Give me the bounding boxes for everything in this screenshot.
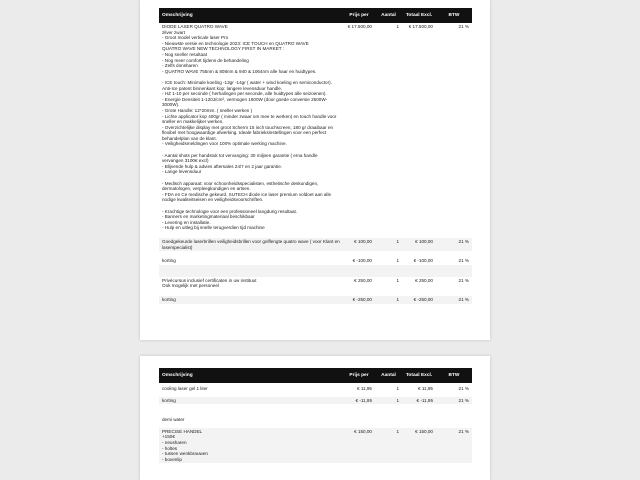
line-item-row bbox=[159, 385, 472, 393]
invoice-table bbox=[159, 368, 472, 463]
description-line: - Energie Densiteit 1-120J/cm², vermogen 1600W (door goede conversie 2500W-3000W). bbox=[162, 96, 328, 108]
item-vat: 21 % bbox=[458, 277, 469, 283]
item-total: € 11,95 bbox=[418, 386, 433, 391]
item-total bbox=[402, 416, 436, 424]
line-item-row bbox=[159, 296, 472, 304]
item-vat: 21 % bbox=[458, 258, 469, 264]
item-total: € 17.500,00 bbox=[408, 24, 433, 29]
line-item-row bbox=[159, 23, 472, 232]
description-line: - Lange levensduur bbox=[162, 169, 202, 175]
description-line: QUATRO WAVE NEW TECHNOLOGY FIRST IN MARKET : bbox=[162, 46, 285, 52]
item-unit-price: € 250,00 bbox=[354, 277, 372, 283]
line-item-row bbox=[159, 277, 472, 290]
description-line: - Nieuwste versie en technologie 2023: ICE TOUCH en QUATRO WAVE bbox=[162, 40, 309, 46]
item-quantity: 1 bbox=[396, 277, 399, 283]
item-vat: 21 % bbox=[436, 296, 472, 304]
description-line: +150€ bbox=[162, 434, 175, 440]
item-quantity: 1 bbox=[396, 24, 399, 29]
item-description bbox=[159, 416, 343, 424]
line-item-row bbox=[159, 416, 472, 424]
description-line: - Nog meer comfort tijdens de behandeling bbox=[162, 57, 249, 63]
table-header-row bbox=[159, 8, 472, 23]
header-quantity: Aantal bbox=[375, 368, 402, 383]
item-vat: 21 % bbox=[436, 397, 472, 405]
item-quantity bbox=[375, 416, 402, 424]
item-description bbox=[159, 23, 343, 232]
description-line: - Aantal shots per handstuk tot vervanging: 30 miljoen garantie ( erna handle vervangen 3100€ excl) bbox=[162, 152, 319, 164]
item-unit-price: € 17.500,00 bbox=[347, 24, 372, 29]
description-line: PRECISE HANDEL bbox=[162, 428, 203, 434]
item-total: € -250,00 bbox=[402, 296, 436, 304]
item-description bbox=[159, 397, 343, 405]
description-line: - Grote Handle: 12*20mm. ( sneller werken ) bbox=[162, 107, 253, 113]
item-vat bbox=[436, 416, 472, 424]
description-line: - Groot model verticale laser Pro bbox=[162, 35, 229, 41]
description-line: - ICE touch: Minimale koeling -13gr -14gr ( water + wind koeling en semiconductor). Anti-Ice patent binnenkant kop: langere levensduur handle. bbox=[162, 79, 333, 91]
description-line: korting bbox=[162, 296, 176, 302]
item-quantity: 1 bbox=[375, 238, 402, 251]
description-line: - Nog sneller resultaat bbox=[162, 51, 207, 57]
header-vat: BTW bbox=[436, 368, 472, 383]
description-line: - tussen wenkbrauwen bbox=[162, 451, 208, 457]
invoice-table bbox=[159, 8, 472, 304]
item-vat: 21 % bbox=[458, 24, 469, 29]
item-description bbox=[159, 296, 343, 304]
item-description bbox=[159, 277, 343, 290]
item-unit-price: € 100,00 bbox=[343, 238, 375, 251]
item-description bbox=[159, 238, 343, 251]
item-description bbox=[159, 428, 343, 464]
description-line: - Hulp en uitleg bij snelle terugverdien tijd machine bbox=[162, 225, 265, 231]
item-total: € 250,00 bbox=[415, 277, 433, 283]
description-line: - Krachtige technologie voor een professioneel langdurig resultaat. bbox=[162, 208, 298, 214]
description-line: demi water bbox=[162, 417, 185, 423]
description-line: - FDA en Ce medische gekeurd. SUTECH diode ice laser premium voldoet aan alle nodige kwaliteitseisen en veiligheidsvoorschriften. bbox=[162, 191, 333, 203]
table-header-row bbox=[159, 368, 472, 383]
description-line: zilver zwart bbox=[162, 29, 185, 35]
item-quantity: 1 bbox=[375, 397, 402, 405]
item-unit-price: € 150,00 bbox=[343, 428, 375, 464]
item-total: € 150,00 bbox=[402, 428, 436, 464]
description-line: - Veiligheidsmeldingen voor 100% optimale werking machine. bbox=[162, 141, 287, 147]
description-line: - Overzichtelijke display met groot Scherm 15 inch touchscreen, 180 gr draaibaar en flexibel met hoogwaardige afwerking. Ideale fabrieksinstellingen voor een perfect behandelplan van de klant. bbox=[162, 124, 335, 141]
description-line: cooling laser gel 1 liter bbox=[162, 386, 208, 391]
description-line: - QUATRO WAVE 755nm & 808nm & 940 & 1064nm alle haar en huidtypes. bbox=[162, 68, 317, 74]
description-line: - Levering en installatie. bbox=[162, 219, 211, 225]
item-unit-price: € -250,00 bbox=[343, 296, 375, 304]
item-quantity: 1 bbox=[396, 386, 399, 391]
header-total: Totaal Excl. bbox=[402, 368, 436, 383]
item-unit-price bbox=[343, 416, 375, 424]
header-vat: BTW bbox=[436, 8, 472, 23]
line-item-row bbox=[159, 428, 472, 464]
invoice-page-1 bbox=[140, 0, 490, 340]
description-line: - Lichte applicator kop 400gr ( minder zwaar om mee te werken) en touch handle voor sneller en makkelijker werken. bbox=[162, 113, 338, 125]
header-unit-price: Prijs per bbox=[343, 368, 375, 383]
description-line: korting bbox=[162, 258, 176, 264]
description-line: Privécursus inclusief certificaten in uw instituut bbox=[162, 277, 257, 283]
item-total: € -11,95 bbox=[402, 397, 436, 405]
header-quantity: Aantal bbox=[375, 8, 402, 23]
description-line: - Banners en marketingmateriaal beschikbaar bbox=[162, 214, 255, 220]
description-line: - Blijvende hulp & advies aftersales 24/7 en 2 jaar garantie. bbox=[162, 163, 283, 169]
item-quantity: 1 bbox=[375, 296, 402, 304]
description-line: - neusharen bbox=[162, 439, 187, 445]
description-line: Goedgekeurde laserbrillen veiligheidsbrillen voor golflengte quatro wave ( voor Klant en laserspecialist) bbox=[162, 238, 342, 250]
description-line: - HZ 1-10 per seconde ( herhalingen per seconde, alle huidtypes alle seizoenen). bbox=[162, 91, 327, 97]
description-line: Ook mogelijk met personeel bbox=[162, 283, 219, 289]
item-description bbox=[159, 257, 343, 265]
invoice-page-2 bbox=[140, 356, 490, 480]
item-unit-price: € -11,95 bbox=[343, 397, 375, 405]
description-line: - holtes bbox=[162, 445, 178, 451]
item-vat: 21 % bbox=[458, 386, 469, 391]
item-vat: 21 % bbox=[436, 238, 472, 251]
item-total: € 100,00 bbox=[402, 238, 436, 251]
description-line: - Zelfs donsharen bbox=[162, 63, 198, 69]
line-item-row bbox=[159, 397, 472, 405]
item-quantity: 1 bbox=[396, 258, 399, 264]
item-description bbox=[159, 385, 343, 393]
line-item-row bbox=[159, 238, 472, 251]
header-description: Omschrijving bbox=[159, 368, 343, 383]
item-unit-price: € 11,95 bbox=[357, 386, 372, 391]
item-vat: 21 % bbox=[436, 428, 472, 464]
header-total: Totaal Excl. bbox=[402, 8, 436, 23]
description-line: DIODE LASER QUATRO WAVE bbox=[162, 24, 228, 29]
header-description: Omschrijving bbox=[159, 8, 343, 23]
item-unit-price: € -100,00 bbox=[352, 258, 372, 264]
description-line: korting bbox=[162, 397, 176, 403]
item-total: € -100,00 bbox=[413, 258, 433, 264]
description-line: - bovenlip bbox=[162, 456, 182, 462]
line-item-row bbox=[159, 257, 472, 265]
header-unit-price: Prijs per bbox=[343, 8, 375, 23]
description-line: - Medisch apparaat: voor schoonheidsspecialisten, esthetische deskundigen, dermatologen, verpleegkundigen en artsen. bbox=[162, 180, 320, 192]
item-quantity: 1 bbox=[375, 428, 402, 464]
